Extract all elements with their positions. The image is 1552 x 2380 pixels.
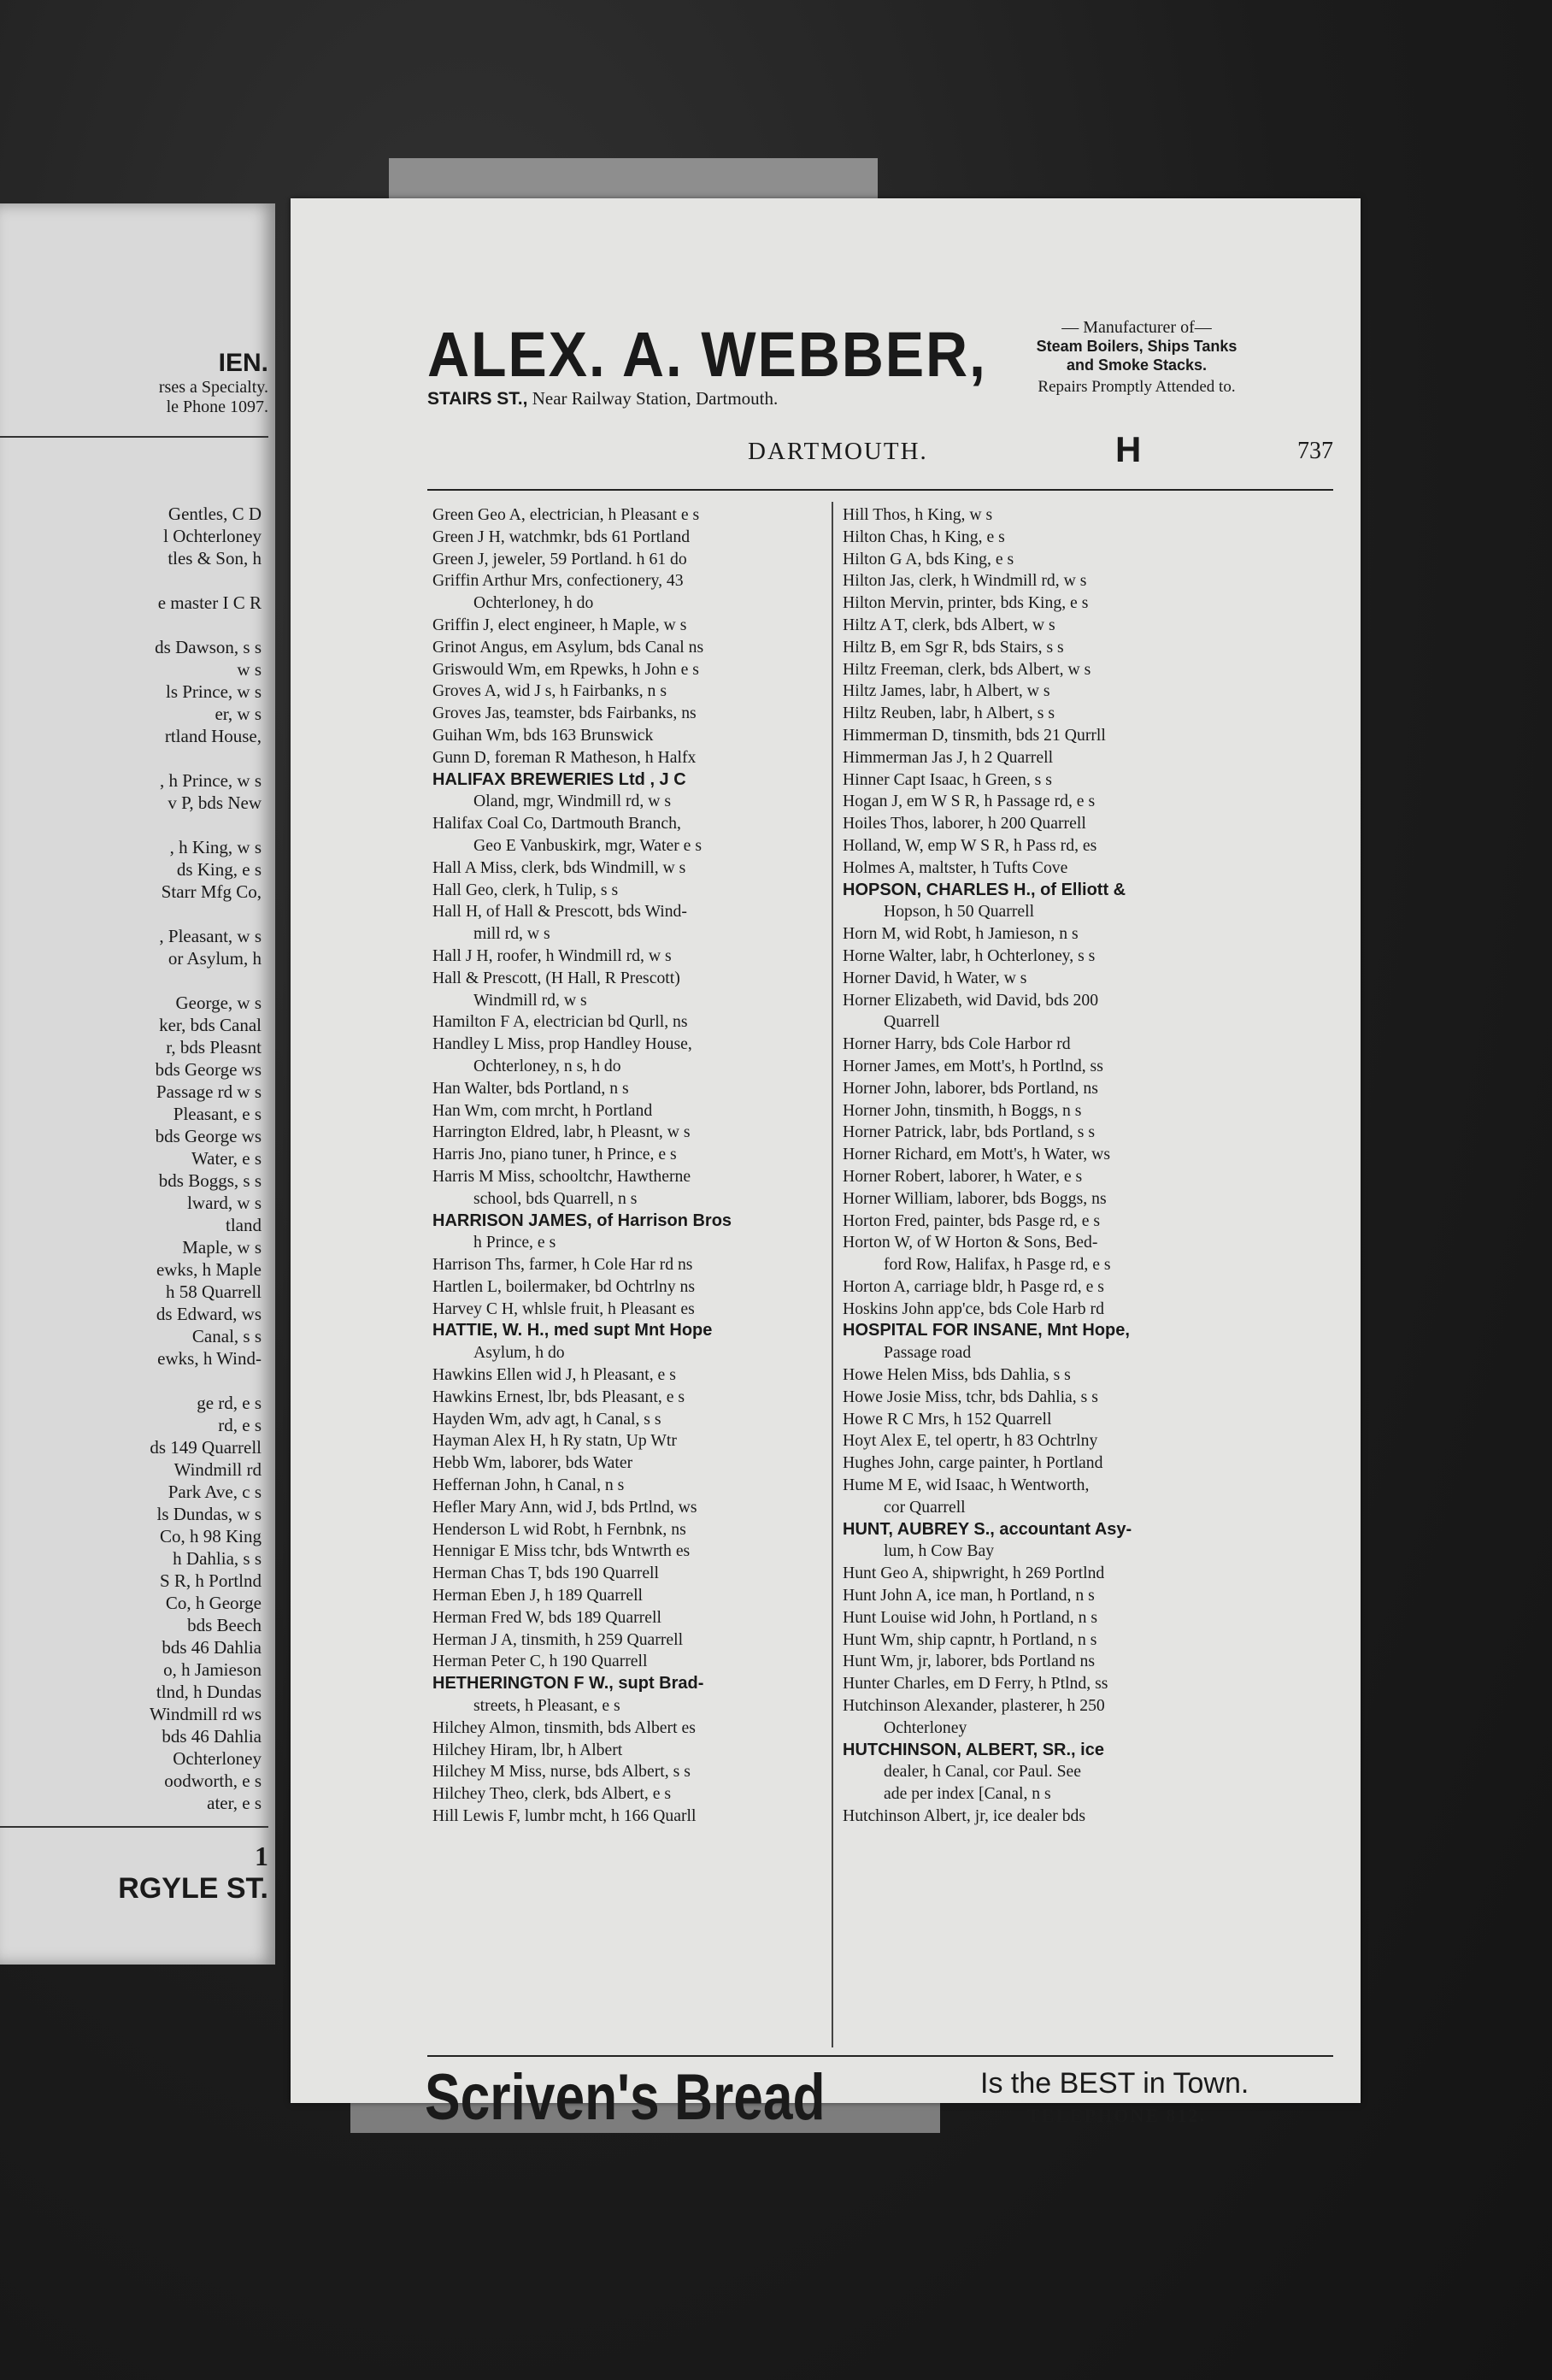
left-page-fragment-line: ds 149 Quarrell: [150, 1437, 262, 1458]
directory-entry-continuation: Asylum, h do: [473, 1343, 565, 1363]
left-page-fragment-line: ds King, e s: [176, 859, 262, 880]
left-page-fragment-line: v P, bds New: [168, 792, 262, 813]
left-bottom-street: RGYLE ST.: [118, 1872, 268, 1905]
directory-entry: Himmerman Jas J, h 2 Quarrell: [843, 747, 1054, 767]
page-number: 737: [1297, 438, 1333, 464]
left-page-fragment-line: Gentles, C D: [168, 504, 262, 524]
directory-entry: Hilton Jas, clerk, h Windmill rd, w s: [843, 571, 1087, 591]
directory-entry: Griffin Arthur Mrs, confectionery, 43: [432, 571, 684, 591]
directory-entry: Harrison Ths, farmer, h Cole Har rd ns: [432, 1255, 693, 1275]
directory-entry: HUNT, AUBREY S., accountant Asy-: [843, 1519, 1132, 1539]
ad-services: [940, 318, 1333, 397]
ad-business-name: ALEX. A. WEBBER,: [427, 319, 987, 390]
directory-entry: Hilchey M Miss, nurse, bds Albert, s s: [432, 1762, 691, 1782]
left-page-fragment-line: r, bds Pleasnt: [166, 1037, 262, 1057]
left-page-fragment-line: tlnd, h Dundas: [156, 1682, 262, 1702]
directory-entry: HARRISON JAMES, of Harrison Bros: [432, 1211, 732, 1230]
directory-entry: Hamilton F A, electrician bd Qurll, ns: [432, 1012, 688, 1032]
directory-entry: Hiltz B, em Sgr R, bds Stairs, s s: [843, 637, 1064, 657]
directory-entry: Green J H, watchmkr, bds 61 Portland: [432, 527, 691, 546]
directory-entry-continuation: Hopson, h 50 Quarrell: [884, 902, 1035, 922]
left-page-fragment-line: ds Edward, ws: [156, 1304, 262, 1324]
left-page-fragment-line: Passage rd w s: [156, 1081, 262, 1102]
directory-entry: Hogan J, em W S R, h Passage rd, e s: [843, 792, 1096, 811]
footer-rule: [427, 2055, 1333, 2057]
left-page-fragment-line: Co, h George: [165, 1593, 262, 1613]
directory-entry: Himmerman D, tinsmith, bds 21 Qurrll: [843, 725, 1106, 745]
directory-entry-continuation: Ochterloney, n s, h do: [473, 1056, 621, 1075]
left-page-fragment-line: tland: [226, 1215, 262, 1235]
directory-entry: Herman Chas T, bds 190 Quarrell: [432, 1564, 659, 1583]
left-page-fragment-line: ker, bds Canal: [159, 1015, 262, 1035]
directory-entry: Harris Jno, piano tuner, h Prince, e s: [432, 1145, 677, 1164]
directory-entry: Hiltz Freeman, clerk, bds Albert, w s: [843, 659, 1091, 679]
directory-entry: Hayden Wm, adv agt, h Canal, s s: [432, 1409, 661, 1429]
directory-entry-continuation: Oland, mgr, Windmill rd, w s: [473, 792, 672, 811]
directory-entry: Gunn D, foreman R Matheson, h Halfx: [432, 747, 697, 767]
directory-entry: Hiltz Reuben, labr, h Albert, s s: [843, 704, 1055, 723]
left-page-fragment-line: Water, e s: [191, 1148, 262, 1169]
footer-telephone: TELEPHONE 812.: [1027, 2105, 1206, 2126]
directory-entry: Horne Walter, labr, h Ochterloney, s s: [843, 946, 1096, 965]
directory-entry: HETHERINGTON F W., supt Brad-: [432, 1674, 704, 1694]
directory-entry: Howe Helen Miss, bds Dahlia, s s: [843, 1365, 1071, 1385]
directory-entry: Harvey C H, whlsle fruit, h Pleasant es: [432, 1299, 695, 1318]
footer-brand: Scriven's Bread: [425, 2061, 826, 2134]
directory-entry: Herman Fred W, bds 189 Quarrell: [432, 1607, 661, 1627]
directory-entry: Han Wm, com mrcht, h Portland: [432, 1100, 653, 1120]
directory-entry-continuation: mill rd, w s: [473, 924, 550, 944]
directory-entry: Horton A, carriage bldr, h Pasge rd, e s: [843, 1276, 1104, 1296]
directory-entry: Hefler Mary Ann, wid J, bds Prtlnd, ws: [432, 1497, 697, 1517]
left-page-fragment-line: o, h Jamieson: [163, 1659, 262, 1680]
left-header-rule: [0, 436, 268, 438]
directory-entry: Hiltz James, labr, h Albert, w s: [843, 681, 1050, 701]
left-page-fragment-line: Park Ave, c s: [168, 1482, 262, 1502]
directory-entry-continuation: Geo E Vanbuskirk, mgr, Water e s: [473, 835, 702, 855]
directory-entry-continuation: Passage road: [884, 1343, 972, 1363]
directory-entry-continuation: lum, h Cow Bay: [884, 1541, 995, 1561]
directory-entry: HATTIE, W. H., med supt Mnt Hope: [432, 1321, 713, 1340]
left-page-fragment-line: l Ochterloney: [163, 526, 262, 546]
left-page-fragment-line: ds Dawson, s s: [155, 637, 262, 657]
directory-entry: Horner Richard, em Mott's, h Water, ws: [843, 1145, 1111, 1164]
left-page-fragment-line: rd, e s: [218, 1415, 262, 1435]
directory-entry-continuation: Windmill rd, w s: [473, 990, 587, 1010]
directory-entry: Hebb Wm, laborer, bds Water: [432, 1453, 633, 1473]
directory-entry: Hunt Geo A, shipwright, h 269 Portlnd: [843, 1564, 1105, 1583]
directory-entry: Hayman Alex H, h Ry statn, Up Wtr: [432, 1431, 677, 1451]
directory-entry: Hawkins Ellen wid J, h Pleasant, e s: [432, 1365, 676, 1385]
directory-entry: Hall & Prescott, (H Hall, R Prescott): [432, 968, 680, 987]
directory-entry: Hall A Miss, clerk, bds Windmill, w s: [432, 857, 686, 877]
left-page-fragment-line: bds George ws: [155, 1126, 262, 1146]
directory-entry: Holmes A, maltster, h Tufts Cove: [843, 857, 1068, 877]
directory-entry: Herman Peter C, h 190 Quarrell: [432, 1652, 648, 1671]
directory-entry: Hilchey Almon, tinsmith, bds Albert es: [432, 1717, 696, 1737]
left-page-fragment: [0, 203, 275, 1965]
ad-services-line3: and Smoke Stacks.: [1066, 356, 1208, 374]
left-page-fragment-line: ge rd, e s: [197, 1393, 262, 1413]
directory-page: [291, 198, 1361, 2134]
directory-entry: Hunt Louise wid John, h Portland, n s: [843, 1607, 1098, 1627]
footer-tagline: Is the BEST in Town.: [980, 2067, 1249, 2100]
running-head-letter: H: [1115, 429, 1142, 469]
left-page-fragment-line: h Dahlia, s s: [173, 1548, 262, 1569]
left-page-header: [159, 349, 268, 417]
directory-entry: Horner Patrick, labr, bds Portland, s s: [843, 1122, 1096, 1142]
directory-entry: Horton W, of W Horton & Sons, Bed-: [843, 1233, 1098, 1252]
running-head-place: DARTMOUTH.: [748, 438, 928, 465]
directory-entry: Halifax Coal Co, Dartmouth Branch,: [432, 814, 681, 834]
directory-entry: Hilchey Hiram, lbr, h Albert: [432, 1740, 623, 1759]
left-page-fragment-line: Canal, s s: [191, 1326, 262, 1346]
directory-entry: Hill Thos, h King, w s: [843, 505, 993, 524]
left-page-fragment-line: h 58 Quarrell: [166, 1281, 262, 1302]
column-divider: [832, 502, 833, 2047]
directory-entry: HALIFAX BREWERIES Ltd , J C: [432, 769, 686, 789]
directory-entry: Horner James, em Mott's, h Portlnd, ss: [843, 1056, 1103, 1075]
footer-advertisement: [425, 2060, 1339, 2146]
directory-entry: Holland, W, emp W S R, h Pass rd, es: [843, 835, 1097, 855]
left-page-fragment-line: George, w s: [175, 993, 262, 1013]
directory-entry: Herman Eben J, h 189 Quarrell: [432, 1586, 644, 1605]
directory-entry: Hoiles Thos, laborer, h 200 Quarrell: [843, 814, 1086, 834]
directory-entry: Henderson L wid Robt, h Fernbnk, ns: [432, 1519, 686, 1539]
directory-entry: Hume M E, wid Isaac, h Wentworth,: [843, 1476, 1090, 1495]
directory-column-right: [843, 504, 1287, 1828]
directory-entry: Horton Fred, painter, bds Pasge rd, e s: [843, 1211, 1101, 1230]
left-page-fragment-line: Maple, w s: [182, 1237, 262, 1258]
ad-address: [427, 388, 778, 409]
left-page-fragment-line: Windmill rd: [173, 1459, 262, 1480]
directory-entry: Hunt Wm, jr, laborer, bds Portland ns: [843, 1652, 1095, 1671]
left-page-fragment-line: e master I C R: [157, 592, 262, 613]
left-page-fragment-line: Starr Mfg Co,: [161, 881, 262, 902]
directory-entry-continuation: cor Quarrell: [884, 1497, 966, 1517]
left-bottom-rule: [0, 1826, 268, 1828]
left-page-fragment-line: , h Prince, w s: [160, 770, 262, 791]
directory-entry: Horner William, laborer, bds Boggs, ns: [843, 1188, 1107, 1208]
directory-entry: Hall J H, roofer, h Windmill rd, w s: [432, 946, 672, 965]
left-page-bottom: [118, 1841, 268, 1906]
left-bottom-number: 1: [255, 1841, 268, 1871]
directory-entry: Guihan Wm, bds 163 Brunswick: [432, 725, 654, 745]
left-page-fragment-line: bds 46 Dahlia: [162, 1637, 262, 1658]
directory-entry: Horner Robert, laborer, h Water, e s: [843, 1166, 1083, 1186]
directory-entry: Hennigar E Miss tchr, bds Wntwrth es: [432, 1541, 691, 1561]
directory-entry: Harrington Eldred, labr, h Pleasnt, w s: [432, 1122, 691, 1142]
directory-entry-continuation: school, bds Quarrell, n s: [473, 1188, 638, 1208]
left-page-fragment-line: ewks, h Wind-: [157, 1348, 262, 1369]
directory-column-left: [432, 504, 877, 1828]
directory-entry: Hall H, of Hall & Prescott, bds Wind-: [432, 902, 687, 922]
directory-entry: Hilton Chas, h King, e s: [843, 527, 1005, 546]
directory-entry: Horner John, tinsmith, h Boggs, n s: [843, 1100, 1082, 1120]
left-header-line1: IEN.: [218, 349, 268, 377]
directory-entry: Herman J A, tinsmith, h 259 Quarrell: [432, 1629, 684, 1649]
directory-entry-continuation: streets, h Pleasant, e s: [473, 1696, 620, 1716]
directory-entry: Green J, jeweler, 59 Portland. h 61 do: [432, 549, 687, 568]
directory-entry: Griffin J, elect engineer, h Maple, w s: [432, 615, 687, 634]
directory-entry: HUTCHINSON, ALBERT, SR., ice: [843, 1740, 1104, 1759]
left-page-fragment-line: ls Prince, w s: [166, 681, 262, 702]
directory-entry: HOSPITAL FOR INSANE, Mnt Hope,: [843, 1321, 1130, 1340]
directory-entry: Groves Jas, teamster, bds Fairbanks, ns: [432, 704, 697, 723]
directory-entry: Hilton G A, bds King, e s: [843, 549, 1014, 568]
left-page-fragment-line: Co, h 98 King: [159, 1526, 262, 1546]
ad-address-rest: Near Railway Station, Dartmouth.: [527, 388, 779, 409]
directory-entry: Hartlen L, boilermaker, bd Ochtrlny ns: [432, 1276, 696, 1296]
running-head: [427, 427, 1333, 472]
left-page-fragment-line: or Asylum, h: [168, 948, 262, 969]
directory-entry: Green Geo A, electrician, h Pleasant e s: [432, 505, 700, 524]
directory-entry: Hill Lewis F, lumbr mcht, h 166 Quarll: [432, 1806, 697, 1826]
directory-entry: Hiltz A T, clerk, bds Albert, w s: [843, 615, 1055, 634]
directory-entry-continuation: ade per index [Canal, n s: [884, 1784, 1051, 1804]
directory-entry: Hinner Capt Isaac, h Green, s s: [843, 769, 1052, 789]
directory-entry: HOPSON, CHARLES H., of Elliott &: [843, 880, 1126, 899]
directory-entry: Hughes John, carge painter, h Portland: [843, 1453, 1103, 1473]
directory-entry: Hutchinson Alexander, plasterer, h 250: [843, 1696, 1105, 1716]
directory-entry: Horner Harry, bds Cole Harbor rd: [843, 1034, 1071, 1054]
directory-entry: Horn M, wid Robt, h Jamieson, n s: [843, 924, 1079, 944]
left-page-fragment-line: bds 46 Dahlia: [162, 1726, 262, 1747]
directory-entry: Hawkins Ernest, lbr, bds Pleasant, e s: [432, 1387, 685, 1406]
directory-entry: Horner Elizabeth, wid David, bds 200: [843, 990, 1099, 1010]
directory-entry: Horner John, laborer, bds Portland, ns: [843, 1078, 1098, 1098]
left-page-fragment-line: Pleasant, e s: [173, 1104, 262, 1124]
left-page-fragment-line: ewks, h Maple: [156, 1259, 262, 1280]
header-advertisement: [427, 318, 1333, 416]
directory-entry: Handley L Miss, prop Handley House,: [432, 1034, 692, 1054]
left-page-fragment-line: bds Beech: [187, 1615, 262, 1635]
left-page-fragment-line: S R, h Portlnd: [159, 1570, 262, 1591]
directory-entry: Howe Josie Miss, tchr, bds Dahlia, s s: [843, 1387, 1098, 1406]
left-page-fragment-line: lward, w s: [187, 1193, 262, 1213]
directory-entry: Hutchinson Albert, jr, ice dealer bds: [843, 1806, 1086, 1826]
left-page-fragment-line: , h King, w s: [169, 837, 262, 857]
directory-entry: Harris M Miss, schooltchr, Hawtherne: [432, 1166, 691, 1186]
directory-entry: Hilton Mervin, printer, bds King, e s: [843, 593, 1089, 613]
directory-entry: Hunt John A, ice man, h Portland, n s: [843, 1586, 1095, 1605]
directory-entry: Griswould Wm, em Rpewks, h John e s: [432, 659, 699, 679]
ad-services-line4: Repairs Promptly Attended to.: [1038, 378, 1236, 396]
directory-entry-continuation: h Prince, e s: [473, 1233, 556, 1252]
directory-entry: Grinot Angus, em Asylum, bds Canal ns: [432, 637, 704, 657]
directory-entry: Han Walter, bds Portland, n s: [432, 1078, 629, 1098]
ad-services-line1: — Manufacturer of—: [1061, 318, 1212, 337]
directory-entry: Heffernan John, h Canal, n s: [432, 1476, 625, 1495]
directory-entry: Hunt Wm, ship capntr, h Portland, n s: [843, 1629, 1097, 1649]
left-page-fragment-line: tles & Son, h: [168, 548, 262, 568]
directory-entry: Howe R C Mrs, h 152 Quarrell: [843, 1409, 1052, 1429]
header-rule: [427, 489, 1333, 491]
left-page-fragment-line: , Pleasant, w s: [159, 926, 262, 946]
left-page-fragment-line: ater, e s: [207, 1793, 262, 1813]
directory-entry: Horner David, h Water, w s: [843, 968, 1027, 987]
left-page-fragment-line: rtland House,: [164, 726, 262, 746]
left-page-fragment-line: bds George ws: [155, 1059, 262, 1080]
left-page-fragment-line: w s: [237, 659, 262, 680]
left-page-fragment-line: er, w s: [215, 704, 262, 724]
directory-entry-continuation: Quarrell: [884, 1012, 940, 1032]
directory-entry: Hoyt Alex E, tel opertr, h 83 Ochtrlny: [843, 1431, 1098, 1451]
left-page-fragment-line: ls Dundas, w s: [156, 1504, 262, 1524]
ad-services-line2: Steam Boilers, Ships Tanks: [1036, 338, 1237, 355]
left-page-fragment-line: bds Boggs, s s: [158, 1170, 262, 1191]
left-header-line3: le Phone 1097.: [166, 398, 268, 416]
left-page-fragment-line: Ochterloney: [173, 1748, 262, 1769]
directory-entry-continuation: ford Row, Halifax, h Pasge rd, e s: [884, 1255, 1111, 1275]
ad-address-street: STAIRS ST.,: [427, 389, 528, 409]
directory-entry: Hilchey Theo, clerk, bds Albert, e s: [432, 1784, 672, 1804]
left-page-fragment-line: oodworth, e s: [164, 1770, 262, 1791]
directory-entry: Hunter Charles, em D Ferry, h Ptlnd, ss: [843, 1674, 1108, 1694]
directory-entry-continuation: Ochterloney, h do: [473, 593, 594, 613]
directory-entry-continuation: Ochterloney: [884, 1717, 967, 1737]
directory-entry: Groves A, wid J s, h Fairbanks, n s: [432, 681, 667, 701]
left-page-fragment-line: Windmill rd ws: [150, 1704, 262, 1724]
directory-entry: Hoskins John app'ce, bds Cole Harb rd: [843, 1299, 1104, 1318]
directory-entry-continuation: dealer, h Canal, cor Paul. See: [884, 1762, 1082, 1782]
left-header-line2: rses a Specialty.: [158, 378, 268, 397]
directory-entry: Hall Geo, clerk, h Tulip, s s: [432, 880, 619, 899]
